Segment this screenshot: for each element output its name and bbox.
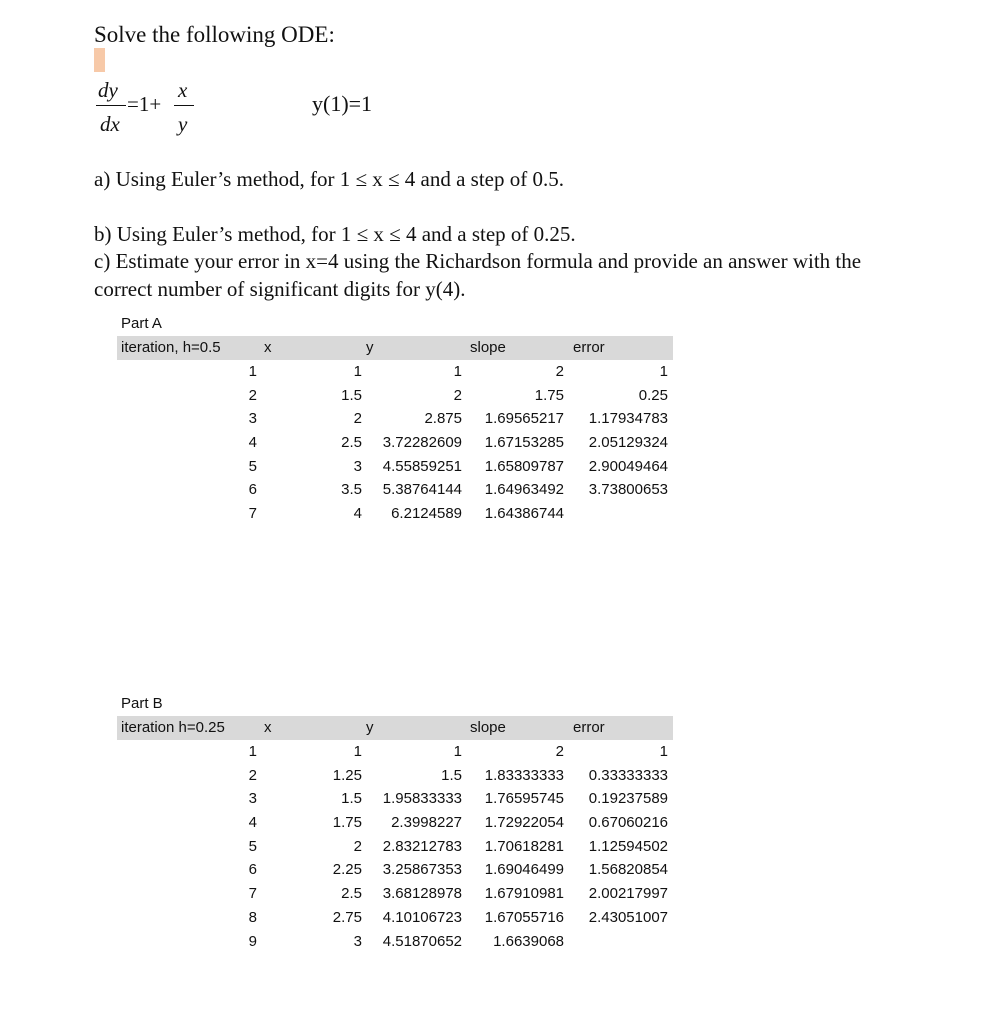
part-a-header bbox=[117, 336, 673, 360]
cell-iteration: 2 bbox=[248, 766, 257, 784]
ode-middle: =1+ bbox=[127, 92, 162, 116]
cell-x: 1.5 bbox=[341, 790, 362, 808]
cell-iteration: 5 bbox=[248, 837, 257, 855]
cell-x: 1.5 bbox=[341, 386, 362, 404]
header-error: error bbox=[573, 719, 605, 736]
cell-slope: 1.6639068 bbox=[493, 932, 564, 950]
problem-title: Solve the following ODE: bbox=[94, 22, 335, 47]
cell-iteration: 6 bbox=[248, 481, 257, 499]
cell-iteration: 7 bbox=[248, 885, 257, 903]
cell-iteration: 4 bbox=[248, 814, 257, 832]
cell-slope: 1.70618281 bbox=[484, 837, 564, 855]
cell-slope: 1.69046499 bbox=[484, 861, 564, 879]
table-row bbox=[117, 788, 673, 812]
table-row bbox=[117, 836, 673, 860]
table-row bbox=[117, 432, 673, 456]
table-row bbox=[117, 931, 673, 955]
cell-iteration: 1 bbox=[248, 743, 257, 760]
cell-iteration: 3 bbox=[248, 410, 257, 428]
fraction-bar-right bbox=[174, 105, 194, 106]
cell-iteration: 6 bbox=[248, 861, 257, 879]
header-iteration: iteration h=0.25 bbox=[121, 719, 225, 736]
cell-iteration: 7 bbox=[248, 505, 257, 523]
cell-error: 2.43051007 bbox=[588, 908, 668, 926]
table-row bbox=[117, 408, 673, 432]
part-b-rows bbox=[117, 741, 673, 954]
cell-x: 2 bbox=[353, 837, 362, 855]
header-error: error bbox=[573, 339, 605, 356]
cell-iteration: 4 bbox=[248, 434, 257, 452]
cell-slope: 1.76595745 bbox=[484, 790, 564, 808]
cell-x: 2.75 bbox=[332, 908, 362, 926]
highlight-marker bbox=[94, 48, 105, 72]
cell-y: 2.83212783 bbox=[382, 837, 462, 855]
cell-y: 4.10106723 bbox=[382, 908, 462, 926]
table-row bbox=[117, 361, 673, 385]
cell-y: 2.3998227 bbox=[391, 814, 462, 832]
question-b: b) Using Euler’s method, for 1 ≤ x ≤ 4 and a step of 0.25. bbox=[94, 222, 576, 246]
cell-error: 0.19237589 bbox=[588, 790, 668, 808]
cell-error: 2.00217997 bbox=[588, 885, 668, 903]
table-row bbox=[117, 741, 673, 765]
cell-y: 1.5 bbox=[441, 766, 462, 784]
cell-iteration: 5 bbox=[248, 457, 257, 475]
cell-error: 1.56820854 bbox=[588, 861, 668, 879]
ode-numerator-right: x bbox=[178, 78, 188, 102]
cell-slope: 1.64386744 bbox=[484, 505, 564, 523]
cell-slope: 1.72922054 bbox=[484, 814, 564, 832]
cell-iteration: 9 bbox=[248, 932, 257, 950]
cell-x: 2 bbox=[353, 410, 362, 428]
cell-slope: 1.83333333 bbox=[484, 766, 564, 784]
cell-error: 1.12594502 bbox=[588, 837, 668, 855]
initial-condition: y(1)=1 bbox=[312, 91, 373, 116]
table-row bbox=[117, 883, 673, 907]
cell-x: 3 bbox=[353, 932, 362, 950]
cell-x: 1.75 bbox=[332, 814, 362, 832]
header-slope: slope bbox=[470, 339, 506, 356]
cell-y: 3.68128978 bbox=[382, 885, 462, 903]
table-row bbox=[117, 385, 673, 409]
cell-error: 0.33333333 bbox=[588, 766, 668, 784]
cell-error: 2.05129324 bbox=[588, 434, 668, 452]
cell-y: 6.2124589 bbox=[391, 505, 462, 523]
ode-denominator-left: dx bbox=[100, 112, 120, 136]
part-a-label: Part A bbox=[121, 315, 162, 332]
cell-x: 1 bbox=[353, 743, 362, 760]
part-a-rows bbox=[117, 361, 673, 527]
header-y: y bbox=[366, 339, 374, 356]
cell-slope: 1.67153285 bbox=[484, 434, 564, 452]
header-slope: slope bbox=[470, 719, 506, 736]
cell-slope: 1.75 bbox=[534, 386, 564, 404]
cell-x: 2.5 bbox=[341, 434, 362, 452]
ode-numerator-left: dy bbox=[98, 78, 118, 102]
cell-slope: 2 bbox=[555, 743, 564, 760]
cell-iteration: 3 bbox=[248, 790, 257, 808]
cell-y: 2 bbox=[453, 386, 462, 404]
cell-error: 3.73800653 bbox=[588, 481, 668, 499]
cell-y: 1.95833333 bbox=[382, 790, 462, 808]
cell-iteration: 2 bbox=[248, 386, 257, 404]
header-iteration: iteration, h=0.5 bbox=[121, 339, 221, 356]
table-row bbox=[117, 765, 673, 789]
header-x: x bbox=[264, 719, 272, 736]
fraction-bar-left bbox=[96, 105, 126, 106]
cell-y: 2.875 bbox=[424, 410, 462, 428]
header-x: x bbox=[264, 339, 272, 356]
cell-slope: 1.67055716 bbox=[484, 908, 564, 926]
header-y: y bbox=[366, 719, 374, 736]
cell-error: 1 bbox=[659, 743, 668, 760]
cell-slope: 1.69565217 bbox=[484, 410, 564, 428]
cell-x: 4 bbox=[353, 505, 362, 523]
part-b-header bbox=[117, 716, 673, 740]
question-c-line2: correct number of significant digits for y(4). bbox=[94, 277, 466, 301]
table-row bbox=[117, 859, 673, 883]
cell-error: 0.67060216 bbox=[588, 814, 668, 832]
cell-x: 2.5 bbox=[341, 885, 362, 903]
cell-x: 3.5 bbox=[341, 481, 362, 499]
cell-x: 2.25 bbox=[332, 861, 362, 879]
cell-x: 3 bbox=[353, 457, 362, 475]
question-a: a) Using Euler’s method, for 1 ≤ x ≤ 4 and a step of 0.5. bbox=[94, 167, 564, 191]
cell-error: 1.17934783 bbox=[588, 410, 668, 428]
cell-y: 4.55859251 bbox=[382, 457, 462, 475]
cell-x: 1.25 bbox=[332, 766, 362, 784]
cell-y: 4.51870652 bbox=[382, 932, 462, 950]
table-row bbox=[117, 479, 673, 503]
cell-y: 1 bbox=[453, 743, 462, 760]
cell-slope: 1.65809787 bbox=[484, 457, 564, 475]
cell-slope: 1.67910981 bbox=[484, 885, 564, 903]
cell-y: 3.25867353 bbox=[382, 861, 462, 879]
cell-error: 1 bbox=[659, 363, 668, 380]
cell-error: 2.90049464 bbox=[588, 457, 668, 475]
table-row bbox=[117, 456, 673, 480]
cell-y: 5.38764144 bbox=[382, 481, 462, 499]
table-row bbox=[117, 907, 673, 931]
cell-iteration: 8 bbox=[248, 908, 257, 926]
cell-y: 3.72282609 bbox=[382, 434, 462, 452]
cell-slope: 1.64963492 bbox=[484, 481, 564, 499]
table-row bbox=[117, 812, 673, 836]
part-b-label: Part B bbox=[121, 695, 163, 712]
ode-denominator-right: y bbox=[178, 112, 188, 136]
cell-x: 1 bbox=[353, 363, 362, 380]
cell-error: 0.25 bbox=[638, 386, 668, 404]
cell-iteration: 1 bbox=[248, 363, 257, 380]
cell-y: 1 bbox=[453, 363, 462, 380]
cell-slope: 2 bbox=[555, 363, 564, 380]
question-c-line1: c) Estimate your error in x=4 using the Richardson formula and provide an answer with the bbox=[94, 249, 862, 273]
table-row bbox=[117, 503, 673, 527]
